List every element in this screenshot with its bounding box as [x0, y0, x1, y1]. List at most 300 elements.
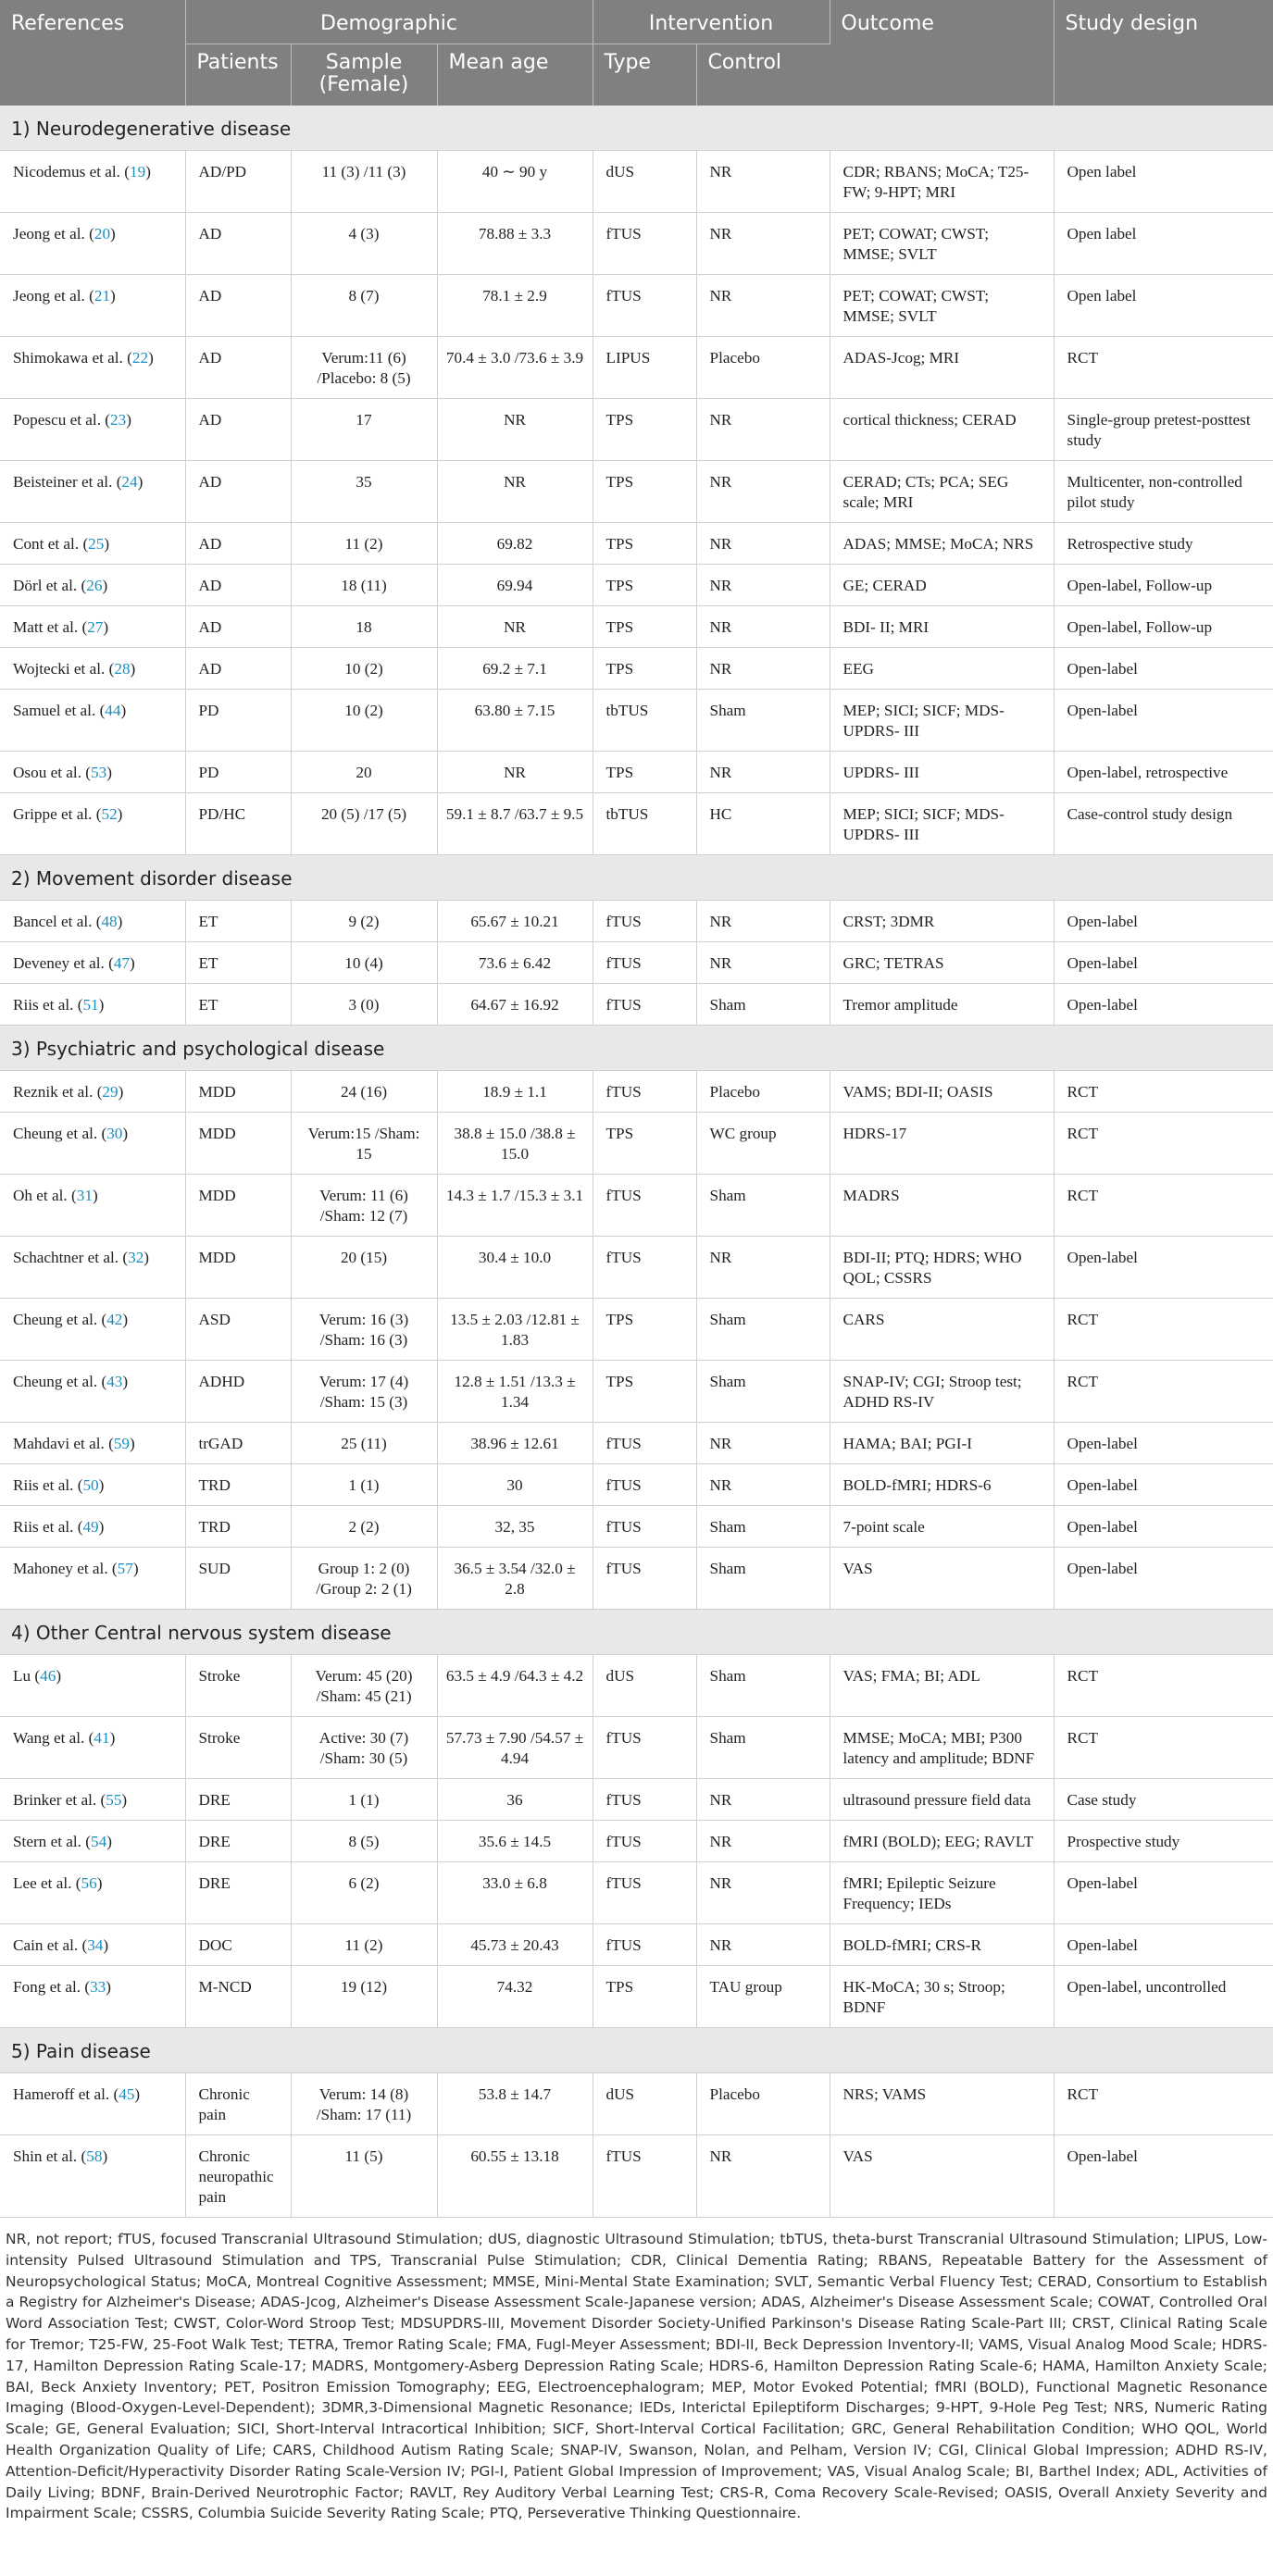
reference-link[interactable]: 44 — [105, 702, 121, 719]
cell-sample: 10 (2) — [291, 690, 437, 752]
cell-type: fTUS — [593, 1717, 696, 1779]
cell-sample: 11 (2) — [291, 1924, 437, 1966]
cell-mean-age: 74.32 — [437, 1966, 593, 2028]
cell-reference: Oh et al. (31) — [0, 1175, 185, 1237]
cell-sample: 20 (5) /17 (5) — [291, 793, 437, 855]
cell-mean-age: 40 ∼ 90 y — [437, 151, 593, 213]
reference-link[interactable]: 19 — [130, 163, 146, 180]
cell-outcome: CERAD; CTs; PCA; SEG scale; MRI — [830, 461, 1054, 523]
cell-mean-age: 69.2 ± 7.1 — [437, 648, 593, 690]
reference-link[interactable]: 49 — [82, 1518, 99, 1536]
cell-type: tbTUS — [593, 793, 696, 855]
table-row — [0, 1862, 1273, 1924]
reference-author: Grippe et al. — [13, 805, 93, 823]
cell-type: fTUS — [593, 984, 696, 1026]
reference-link[interactable]: 56 — [81, 1874, 97, 1892]
table-header — [0, 0, 1273, 106]
cell-patients: AD — [185, 565, 291, 606]
cell-type: TPS — [593, 1966, 696, 2028]
reference-link[interactable]: 53 — [91, 764, 107, 781]
reference-link[interactable]: 54 — [91, 1833, 107, 1850]
cell-reference: Stern et al. (54) — [0, 1821, 185, 1862]
cell-mean-age: 78.1 ± 2.9 — [437, 275, 593, 337]
cell-type: fTUS — [593, 1506, 696, 1548]
cell-type: tbTUS — [593, 690, 696, 752]
reference-link[interactable]: 41 — [94, 1729, 110, 1747]
reference-link[interactable]: 34 — [87, 1936, 104, 1954]
cell-study-design: RCT — [1054, 1113, 1273, 1175]
reference-link[interactable]: 47 — [113, 954, 130, 972]
cell-patients: TRD — [185, 1506, 291, 1548]
cell-patients: ASD — [185, 1299, 291, 1361]
cell-sample: 8 (7) — [291, 275, 437, 337]
table-row — [0, 1237, 1273, 1299]
cell-type: fTUS — [593, 213, 696, 275]
cell-sample: 19 (12) — [291, 1966, 437, 2028]
reference-link[interactable]: 26 — [86, 577, 103, 594]
reference-link[interactable]: 24 — [121, 473, 138, 491]
cell-control: NR — [696, 1924, 830, 1966]
cell-type: TPS — [593, 461, 696, 523]
cell-study-design: Open-label — [1054, 901, 1273, 942]
table-row — [0, 1464, 1273, 1506]
cell-sample: 25 (11) — [291, 1423, 437, 1464]
cell-type: fTUS — [593, 1071, 696, 1113]
cell-reference: Beisteiner et al. (24) — [0, 461, 185, 523]
cell-study-design: Open-label — [1054, 1862, 1273, 1924]
cell-sample: 17 — [291, 399, 437, 461]
table-row — [0, 1966, 1273, 2028]
cell-reference: Matt et al. (27) — [0, 606, 185, 648]
cell-outcome: BOLD-fMRI; CRS-R — [830, 1924, 1054, 1966]
cell-reference: Brinker et al. (55) — [0, 1779, 185, 1821]
table-row — [0, 2135, 1273, 2218]
cell-patients: ET — [185, 901, 291, 942]
reference-link[interactable]: 30 — [106, 1125, 123, 1142]
cell-sample: 20 — [291, 752, 437, 793]
cell-study-design: Open-label — [1054, 648, 1273, 690]
cell-reference: Riis et al. (50) — [0, 1464, 185, 1506]
reference-author: Riis et al. — [13, 1476, 74, 1494]
cell-control: NR — [696, 213, 830, 275]
table-row — [0, 901, 1273, 942]
cell-patients: trGAD — [185, 1423, 291, 1464]
cell-sample: Verum: 16 (3) /Sham: 16 (3) — [291, 1299, 437, 1361]
cell-mean-age: NR — [437, 606, 593, 648]
reference-link[interactable]: 23 — [110, 411, 127, 429]
reference-link[interactable]: 45 — [119, 2085, 135, 2103]
cell-type: fTUS — [593, 1924, 696, 1966]
cell-mean-age: 18.9 ± 1.1 — [437, 1071, 593, 1113]
cell-control: NR — [696, 942, 830, 984]
table-row — [0, 1717, 1273, 1779]
cell-mean-age: 13.5 ± 2.03 /12.81 ± 1.83 — [437, 1299, 593, 1361]
cell-outcome: VAS; FMA; BI; ADL — [830, 1655, 1054, 1717]
cell-outcome: VAMS; BDI-II; OASIS — [830, 1071, 1054, 1113]
cell-patients: ADHD — [185, 1361, 291, 1423]
cell-reference: Riis et al. (51) — [0, 984, 185, 1026]
header-mean-age: Mean age — [437, 44, 593, 106]
table-row — [0, 1361, 1273, 1423]
cell-study-design: Open-label — [1054, 1423, 1273, 1464]
reference-author: Beisteiner et al. — [13, 473, 113, 491]
cell-patients: Stroke — [185, 1655, 291, 1717]
section-row — [0, 1026, 1273, 1071]
cell-outcome: cortical thickness; CERAD — [830, 399, 1054, 461]
table-row — [0, 942, 1273, 984]
cell-mean-age: NR — [437, 399, 593, 461]
reference-author: Fong et al. — [13, 1978, 81, 1996]
cell-control: WC group — [696, 1113, 830, 1175]
section-title: 2) Movement disorder disease — [0, 855, 1273, 901]
reference-author: Jeong et al. — [13, 287, 85, 305]
cell-type: fTUS — [593, 1779, 696, 1821]
table-row — [0, 275, 1273, 337]
cell-outcome: MADRS — [830, 1175, 1054, 1237]
cell-outcome: ultrasound pressure field data — [830, 1779, 1054, 1821]
cell-study-design: Open-label, Follow-up — [1054, 606, 1273, 648]
cell-outcome: MEP; SICI; SICF; MDS-UPDRS- III — [830, 690, 1054, 752]
reference-author: Hameroff et al. — [13, 2085, 110, 2103]
header-demographic: Demographic — [185, 0, 593, 44]
cell-outcome: BOLD-fMRI; HDRS-6 — [830, 1464, 1054, 1506]
cell-reference: Cont et al. (25) — [0, 523, 185, 565]
cell-mean-age: 59.1 ± 8.7 /63.7 ± 9.5 — [437, 793, 593, 855]
cell-patients: Chronic neuropathic pain — [185, 2135, 291, 2218]
cell-outcome: PET; COWAT; CWST; MMSE; SVLT — [830, 213, 1054, 275]
reference-author: Wang et al. — [13, 1729, 85, 1747]
cell-reference: Jeong et al. (20) — [0, 213, 185, 275]
cell-mean-age: 69.94 — [437, 565, 593, 606]
cell-reference: Wojtecki et al. (28) — [0, 648, 185, 690]
cell-sample: 35 — [291, 461, 437, 523]
cell-outcome: fMRI (BOLD); EEG; RAVLT — [830, 1821, 1054, 1862]
table-row — [0, 461, 1273, 523]
cell-reference: Wang et al. (41) — [0, 1717, 185, 1779]
reference-link[interactable]: 28 — [114, 660, 131, 678]
section-title: 4) Other Central nervous system disease — [0, 1610, 1273, 1655]
cell-reference: Osou et al. (53) — [0, 752, 185, 793]
reference-author: Cheung et al. — [13, 1373, 98, 1390]
reference-link[interactable]: 51 — [82, 996, 99, 1014]
cell-type: TPS — [593, 1299, 696, 1361]
table-row — [0, 984, 1273, 1026]
header-study-design: Study design — [1054, 0, 1273, 106]
cell-mean-age: 64.67 ± 16.92 — [437, 984, 593, 1026]
header-references: References — [0, 0, 185, 106]
cell-patients: DRE — [185, 1779, 291, 1821]
cell-study-design: Prospective study — [1054, 1821, 1273, 1862]
cell-sample: 8 (5) — [291, 1821, 437, 1862]
cell-reference: Schachtner et al. (32) — [0, 1237, 185, 1299]
reference-link[interactable]: 43 — [106, 1373, 123, 1390]
table-row — [0, 648, 1273, 690]
reference-link[interactable]: 58 — [86, 2147, 103, 2165]
table-row — [0, 1506, 1273, 1548]
cell-study-design: Open-label — [1054, 1506, 1273, 1548]
cell-reference: Popescu et al. (23) — [0, 399, 185, 461]
table-row — [0, 213, 1273, 275]
reference-author: Cont et al. — [13, 535, 80, 553]
cell-outcome: CARS — [830, 1299, 1054, 1361]
cell-patients: DRE — [185, 1862, 291, 1924]
reference-author: Reznik et al. — [13, 1083, 94, 1101]
cell-study-design: RCT — [1054, 1717, 1273, 1779]
cell-type: fTUS — [593, 1237, 696, 1299]
reference-link[interactable]: 21 — [94, 287, 111, 305]
cell-sample: 9 (2) — [291, 901, 437, 942]
cell-study-design: Open-label, Follow-up — [1054, 565, 1273, 606]
cell-mean-age: 30 — [437, 1464, 593, 1506]
cell-outcome: VAS — [830, 1548, 1054, 1610]
cell-control: NR — [696, 565, 830, 606]
cell-outcome: HAMA; BAI; PGI-I — [830, 1423, 1054, 1464]
cell-outcome: GRC; TETRAS — [830, 942, 1054, 984]
cell-control: NR — [696, 1821, 830, 1862]
cell-patients: AD — [185, 461, 291, 523]
cell-mean-age: NR — [437, 461, 593, 523]
cell-control: Placebo — [696, 337, 830, 399]
reference-author: Lu — [13, 1667, 31, 1685]
cell-study-design: RCT — [1054, 1655, 1273, 1717]
cell-study-design: RCT — [1054, 1175, 1273, 1237]
cell-type: fTUS — [593, 1175, 696, 1237]
cell-reference: Cheung et al. (43) — [0, 1361, 185, 1423]
cell-type: TPS — [593, 606, 696, 648]
cell-patients: M-NCD — [185, 1966, 291, 2028]
cell-type: LIPUS — [593, 337, 696, 399]
cell-control: NR — [696, 648, 830, 690]
table-row — [0, 606, 1273, 648]
cell-type: fTUS — [593, 942, 696, 984]
reference-link[interactable]: 52 — [101, 805, 118, 823]
cell-sample: 18 (11) — [291, 565, 437, 606]
cell-control: Sham — [696, 1506, 830, 1548]
header-control: Control — [696, 44, 830, 106]
cell-mean-age: 38.8 ± 15.0 /38.8 ± 15.0 — [437, 1113, 593, 1175]
cell-patients: PD — [185, 752, 291, 793]
table-row — [0, 1113, 1273, 1175]
reference-author: Dörl et al. — [13, 577, 78, 594]
cell-patients: MDD — [185, 1175, 291, 1237]
reference-link[interactable]: 46 — [40, 1667, 56, 1685]
cell-study-design: Open-label, retrospective — [1054, 752, 1273, 793]
cell-mean-age: 36 — [437, 1779, 593, 1821]
table-row — [0, 752, 1273, 793]
reference-link[interactable]: 22 — [131, 349, 149, 367]
cell-patients: PD/HC — [185, 793, 291, 855]
table-row — [0, 1071, 1273, 1113]
cell-patients: AD — [185, 606, 291, 648]
reference-author: Nicodemus et al. — [13, 163, 120, 180]
cell-outcome: CRST; 3DMR — [830, 901, 1054, 942]
cell-study-design: Open-label — [1054, 1237, 1273, 1299]
cell-type: fTUS — [593, 1423, 696, 1464]
reference-link[interactable]: 32 — [128, 1249, 144, 1266]
cell-outcome: UPDRS- III — [830, 752, 1054, 793]
cell-patients: TRD — [185, 1464, 291, 1506]
cell-type: TPS — [593, 565, 696, 606]
cell-patients: AD — [185, 275, 291, 337]
cell-mean-age: 73.6 ± 6.42 — [437, 942, 593, 984]
section-row — [0, 855, 1273, 901]
cell-mean-age: 35.6 ± 14.5 — [437, 1821, 593, 1862]
cell-study-design: RCT — [1054, 1361, 1273, 1423]
reference-author: Wojtecki et al. — [13, 660, 106, 678]
reference-link[interactable]: 29 — [102, 1083, 119, 1101]
cell-mean-age: 65.67 ± 10.21 — [437, 901, 593, 942]
cell-mean-age: 36.5 ± 3.54 /32.0 ± 2.8 — [437, 1548, 593, 1610]
cell-study-design: Open-label — [1054, 984, 1273, 1026]
reference-link[interactable]: 42 — [106, 1311, 123, 1328]
reference-author: Jeong et al. — [13, 225, 85, 243]
table-row — [0, 1299, 1273, 1361]
cell-control: NR — [696, 1862, 830, 1924]
cell-outcome: MMSE; MoCA; MBI; P300 latency and amplitude; BDNF — [830, 1717, 1054, 1779]
reference-link[interactable]: 48 — [101, 913, 118, 930]
cell-study-design: Open label — [1054, 213, 1273, 275]
cell-sample: 10 (4) — [291, 942, 437, 984]
cell-reference: Deveney et al. (47) — [0, 942, 185, 984]
cell-sample: Active: 30 (7) /Sham: 30 (5) — [291, 1717, 437, 1779]
cell-reference: Cain et al. (34) — [0, 1924, 185, 1966]
cell-sample: 6 (2) — [291, 1862, 437, 1924]
cell-patients: MDD — [185, 1071, 291, 1113]
cell-outcome: BDI- II; MRI — [830, 606, 1054, 648]
cell-mean-age: NR — [437, 752, 593, 793]
cell-mean-age: 69.82 — [437, 523, 593, 565]
cell-outcome: 7-point scale — [830, 1506, 1054, 1548]
cell-reference: Mahoney et al. (57) — [0, 1548, 185, 1610]
cell-study-design: Open label — [1054, 151, 1273, 213]
header-intervention: Intervention — [593, 0, 830, 44]
cell-outcome: PET; COWAT; CWST; MMSE; SVLT — [830, 275, 1054, 337]
cell-type: TPS — [593, 1361, 696, 1423]
table-row — [0, 1175, 1273, 1237]
cell-outcome: NRS; VAMS — [830, 2073, 1054, 2135]
cell-type: dUS — [593, 151, 696, 213]
reference-author: Schachtner et al. — [13, 1249, 119, 1266]
cell-type: fTUS — [593, 901, 696, 942]
cell-sample: 24 (16) — [291, 1071, 437, 1113]
cell-reference: Mahdavi et al. (59) — [0, 1423, 185, 1464]
cell-study-design: Open label — [1054, 275, 1273, 337]
cell-patients: MDD — [185, 1113, 291, 1175]
cell-sample: Verum: 11 (6) /Sham: 12 (7) — [291, 1175, 437, 1237]
reference-link[interactable]: 50 — [82, 1476, 99, 1494]
reference-author: Riis et al. — [13, 996, 74, 1014]
cell-patients: DRE — [185, 1821, 291, 1862]
cell-type: TPS — [593, 399, 696, 461]
cell-type: TPS — [593, 648, 696, 690]
cell-sample: Verum: 14 (8) /Sham: 17 (11) — [291, 2073, 437, 2135]
cell-patients: ET — [185, 984, 291, 1026]
reference-link[interactable]: 33 — [90, 1978, 106, 1996]
cell-mean-age: 14.3 ± 1.7 /15.3 ± 3.1 — [437, 1175, 593, 1237]
cell-type: fTUS — [593, 2135, 696, 2218]
reference-link[interactable]: 20 — [94, 225, 111, 243]
cell-patients: Stroke — [185, 1717, 291, 1779]
reference-link[interactable]: 55 — [106, 1791, 122, 1809]
cell-reference: Jeong et al. (21) — [0, 275, 185, 337]
table-row — [0, 1924, 1273, 1966]
cell-control: NR — [696, 2135, 830, 2218]
header-patients: Patients — [185, 44, 291, 106]
cell-sample: Group 1: 2 (0) /Group 2: 2 (1) — [291, 1548, 437, 1610]
cell-control: NR — [696, 399, 830, 461]
cell-mean-age: 60.55 ± 13.18 — [437, 2135, 593, 2218]
cell-control: NR — [696, 606, 830, 648]
cell-outcome: GE; CERAD — [830, 565, 1054, 606]
table-footnote: NR, not report; fTUS, focused Transcranial Ultrasound Stimulation; dUS, diagnostic Ultrasound Stimulation; tbTUS, theta-burst Transcranial Ultrasound Stimulation; LIPUS, Low-intensity Pulsed Ultrasound Stimulation and TPS, Transcranial Pulse Stimulation; CDR, Clinical Dementia Rating; RBANS, Repeatable Battery for the Assessment of Neuropsychological Status; MoCA, Montreal Cognitive Assessment; MMSE, Mini-Mental State Examination; SVLT, Semantic Verbal Fluency Test; CERAD, Consortium to Establish a Registry for Alzheimer's Disease; ADAS-Jcog, Alzheimer's Disease Assessment Scale-Japanese version; ADAS, Alzheimer's Disease Assessment Scale; COWAT, Controlled Oral Word Association Test; CWST, Color-Word Stroop Test; MDSUPDRS-III, Movement Disorder Society-Unified Parkinson's Disease Rating Scale-Part III; CRST, Clinical Rating Scale for Tremor; T25-FW, 25-Foot Walk Test; TETRA, Tremor Rating Scale; FMA, Fugl-Meyer Assessment; BDI-II, Beck Depression Inventory-II; VAMS, Visual Analog Mood Scale; HDRS-17, Hamilton Depression Rating Scale-17; MADRS, Montgomery-Asberg Depression Rating Scale; HDRS-6, Hamilton Depression Rating Scale-6; HAMA, Hamilton Anxiety Scale; BAI, Beck Anxiety Inventory; PET, Positron Emission Tomography; EEG, Electroencephalogram; MEP, Motor Evoked Potential; fMRI (BOLD), Functional Magnetic Resonance Imaging (Blood-Oxygen-Level-Dependent); 3DMR,3-Dimensional Magnetic Resonance; IEDs, Interictal Epileptiform Discharges; 9-HPT, 9-Hole Peg Test; NRS, Numeric Rating Scale; GE, General Evaluation; SICI, Short-Interval Intracortical Inhibition; SICF, Short-Interval Cortical Facilitation; GRC, General Rehabilitation Condition; WHO QOL, World Health Organization Quality of Life; CARS, Childhood Autism Rating Scale; SNAP-IV, Swanson, Nolan, and Pelham, Version IV; CGI, Clinical Global Impression; ADHD RS-IV, Attention-Deficit/Hyperactivity Disorder Rating Scale-Version IV; PGI-I, Patient Global Impression of Improvement; VAS, Visual Analog Scale; BI, Barthel Index; ADL, Activities of Daily Living; BDNF, Brain-Derived Neurotrophic Factor; RAVLT, Rey Auditory Verbal Learning Test; CRS-R, Coma Recovery Scale-Revised; OASIS, Overall Anxiety Severity and Impairment Scale; CSSRS, Columbia Suicide Severity Rating Scale; PTQ, Perseverative Thinking Questionnaire. — [6, 2231, 1267, 2522]
table-row — [0, 337, 1273, 399]
reference-link[interactable]: 25 — [88, 535, 105, 553]
cell-control: NR — [696, 1464, 830, 1506]
cell-study-design: Open-label — [1054, 690, 1273, 752]
cell-reference: Grippe et al. (52) — [0, 793, 185, 855]
cell-outcome: SNAP-IV; CGI; Stroop test; ADHD RS-IV — [830, 1361, 1054, 1423]
cell-sample: Verum:11 (6) /Placebo: 8 (5) — [291, 337, 437, 399]
cell-study-design: RCT — [1054, 1299, 1273, 1361]
reference-author: Matt et al. — [13, 618, 79, 636]
cell-sample: 11 (3) /11 (3) — [291, 151, 437, 213]
cell-control: NR — [696, 901, 830, 942]
section-title: 1) Neurodegenerative disease — [0, 106, 1273, 151]
cell-control: Sham — [696, 1175, 830, 1237]
reference-author: Samuel et al. — [13, 702, 96, 719]
cell-patients: DOC — [185, 1924, 291, 1966]
table-row — [0, 1779, 1273, 1821]
cell-patients: AD — [185, 399, 291, 461]
cell-control: Placebo — [696, 1071, 830, 1113]
section-title: 3) Psychiatric and psychological disease — [0, 1026, 1273, 1071]
reference-author: Lee et al. — [13, 1874, 72, 1892]
reference-link[interactable]: 59 — [113, 1435, 131, 1452]
table-row — [0, 399, 1273, 461]
cell-type: fTUS — [593, 275, 696, 337]
cell-control: NR — [696, 151, 830, 213]
cell-reference: Riis et al. (49) — [0, 1506, 185, 1548]
cell-control: NR — [696, 275, 830, 337]
cell-study-design: RCT — [1054, 2073, 1273, 2135]
cell-outcome: HDRS-17 — [830, 1113, 1054, 1175]
cell-outcome: VAS — [830, 2135, 1054, 2218]
reference-link[interactable]: 27 — [87, 618, 104, 636]
cell-reference: Shimokawa et al. (22) — [0, 337, 185, 399]
table-row — [0, 1548, 1273, 1610]
cell-study-design: Open-label — [1054, 1924, 1273, 1966]
cell-reference: Reznik et al. (29) — [0, 1071, 185, 1113]
cell-reference: Samuel et al. (44) — [0, 690, 185, 752]
reference-link[interactable]: 31 — [76, 1187, 93, 1204]
cell-control: NR — [696, 1779, 830, 1821]
cell-control: Sham — [696, 984, 830, 1026]
reference-link[interactable]: 57 — [117, 1560, 133, 1577]
cell-outcome: MEP; SICI; SICF; MDS-UPDRS- III — [830, 793, 1054, 855]
cell-outcome: EEG — [830, 648, 1054, 690]
reference-author: Cain et al. — [13, 1936, 79, 1954]
cell-study-design: Open-label — [1054, 1464, 1273, 1506]
cell-type: fTUS — [593, 1464, 696, 1506]
cell-study-design: Single-group pretest-posttest study — [1054, 399, 1273, 461]
cell-sample: 4 (3) — [291, 213, 437, 275]
cell-outcome: BDI-II; PTQ; HDRS; WHO QOL; CSSRS — [830, 1237, 1054, 1299]
cell-control: Sham — [696, 690, 830, 752]
cell-reference: Lu (46) — [0, 1655, 185, 1717]
cell-type: TPS — [593, 523, 696, 565]
cell-outcome: Tremor amplitude — [830, 984, 1054, 1026]
cell-patients: AD — [185, 648, 291, 690]
